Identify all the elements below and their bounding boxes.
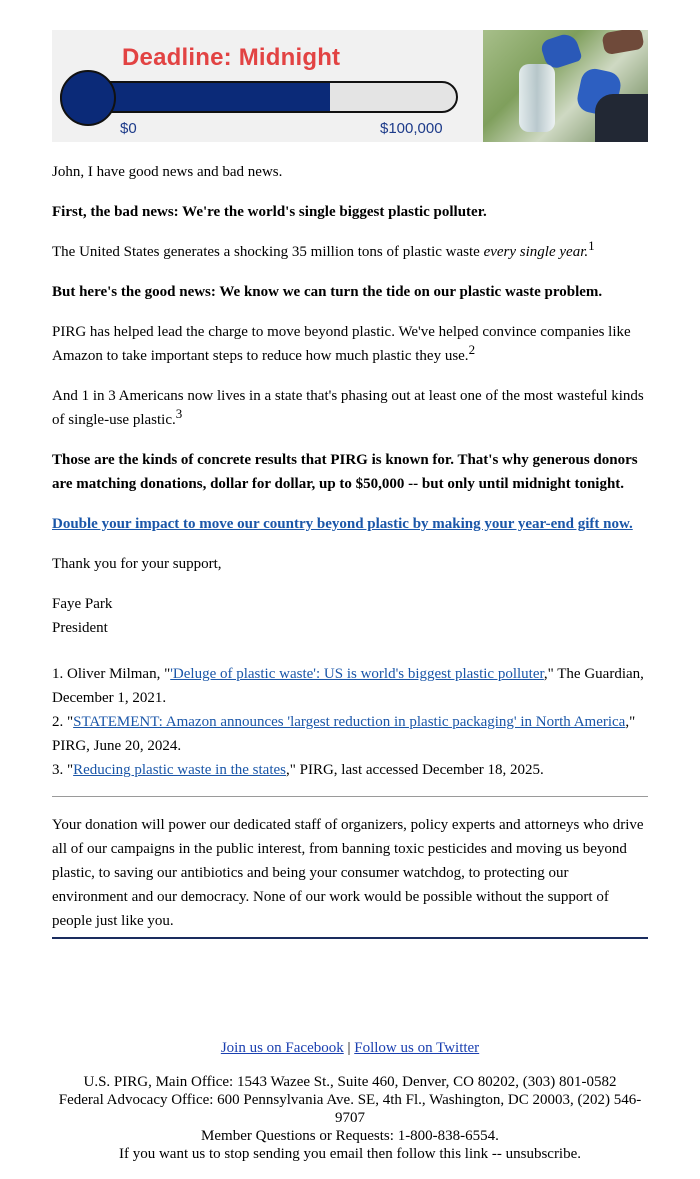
footnote-3: 3. "Reducing plastic waste in the states," PIRG, last accessed December 18, 2025. (52, 762, 544, 778)
footer (52, 1040, 648, 1163)
footnote-ref-2: 2 (468, 342, 476, 357)
deadline-banner[interactable] (52, 30, 648, 142)
footer-divider (52, 937, 648, 939)
signer-title: President (52, 620, 108, 636)
main-office: U.S. PIRG, Main Office: 1543 Wazee St., Suite 460, Denver, CO 80202, (303) 801-0582 (83, 1074, 617, 1090)
footnote-2: 2. "STATEMENT: Amazon announces 'largest reduction in plastic packaging' in North America," PIRG, June 20, 2024. (52, 714, 636, 754)
thermometer-bulb-icon (60, 70, 116, 126)
signature (52, 592, 648, 640)
member-line: Member Questions or Requests: 1-800-838-6554. (201, 1128, 499, 1144)
pirg-paragraph: PIRG has helped lead the charge to move beyond plastic. We've helped convince companies like Amazon to take important steps to reduce how much plastic they use.$^2$ (52, 324, 631, 364)
footnote-1-link[interactable]: 'Deluge of plastic waste': US is world's biggest plastic polluter (170, 666, 544, 682)
progress-min-label: $0 (120, 120, 137, 137)
footnote-1: 1. Oliver Milman, "'Deluge of plastic waste': US is world's biggest plastic polluter," The Guardian, December 1, 2021. (52, 666, 644, 706)
footnote-3-link[interactable]: Reducing plastic waste in the states (73, 762, 286, 778)
greeting: John, I have good news and bad news. (52, 164, 283, 180)
cleanup-photo (483, 30, 648, 142)
trash-bag-icon (595, 94, 648, 142)
divider (52, 796, 648, 797)
good-news-heading: But here's the good news: We know we can turn the tide on our plastic waste problem. (52, 284, 603, 300)
deadline-headline: Deadline: Midnight (122, 44, 341, 71)
bad-news-heading: First, the bad news: We're the world's single biggest plastic polluter. (52, 204, 487, 220)
support-paragraph: Your donation will power our dedicated staff of organizers, policy experts and attorneys who drive all of our campaigns in the public interest, from banning toxic pesticides and moving us beyond plastic, to saving our antibiotics and being your consumer watchdog, to protecting our environment and our democracy. None of our work would be possible without the support of people just like you. (52, 817, 644, 929)
progress-max-label: $100,000 (380, 120, 443, 137)
footnotes (52, 662, 648, 782)
email-body (52, 160, 648, 939)
thanks-line: Thank you for your support, (52, 556, 222, 572)
address-block (52, 1073, 648, 1163)
twitter-link[interactable]: Follow us on Twitter (354, 1040, 480, 1056)
federal-office: Federal Advocacy Office: 600 Pennsylvania Ave. SE, 4th Fl., Washington, DC 20003, (202) 546-9707 (58, 1092, 642, 1126)
progress-track (60, 81, 458, 113)
footnote-ref-3: 3 (175, 406, 183, 421)
footnote-2-link[interactable]: STATEMENT: Amazon announces 'largest reduction in plastic packaging' in North America (73, 714, 626, 730)
donate-cta-link[interactable]: Double your impact to move our country beyond plastic by making your year-end gift now. (52, 516, 633, 532)
facebook-link[interactable]: Join us on Facebook (220, 1040, 344, 1056)
plastic-bottle-icon (519, 64, 555, 132)
stat-paragraph: The United States generates a shocking 35 million tons of plastic waste every single year.$^1$ (52, 238, 595, 260)
states-paragraph: And 1 in 3 Americans now lives in a state that's phasing out at least one of the most wasteful kinds of single-use plastic.$^3$ (52, 388, 644, 428)
match-paragraph: Those are the kinds of concrete results that PIRG is known for. That's why generous donors are matching donations, dollar for dollar, up to $50,000 -- but only until midnight tonight. (52, 452, 638, 492)
unsubscribe-line[interactable]: If you want us to stop sending you email then follow this link -- unsubscribe. (118, 1146, 582, 1162)
footnote-ref-1: 1 (588, 238, 595, 253)
signer-name: Faye Park (52, 596, 113, 612)
social-links: Join us on Facebook | Follow us on Twitter (220, 1040, 480, 1056)
